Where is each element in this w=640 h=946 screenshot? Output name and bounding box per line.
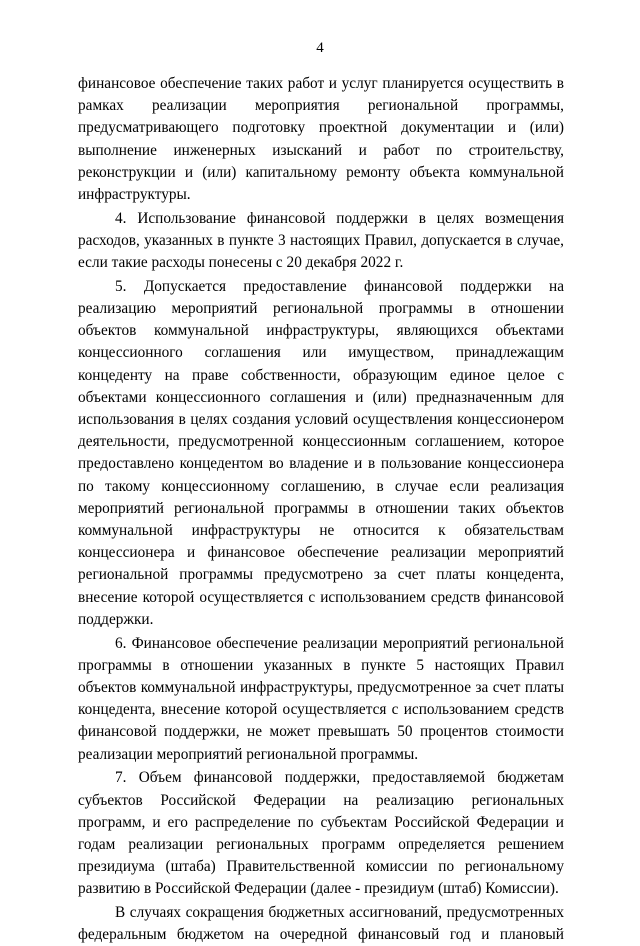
page-number: 4 bbox=[316, 40, 324, 56]
paragraph-item-5: 5. Допускается предоставление финансовой поддержки на реализацию мероприятий региональной программы в отношении объектов коммунальной инфраструктуры, являющихся объектами концессионного соглашения или имуществом, принадлежащим концеденту на праве собственности, образующим единое целое с объектами концессионного соглашения и (или) предназначенным для использования в целях создания условий осуществления концессионером деятельности, предусмотренной концессионным соглашением, которое предоставлено концедентом во владение и в пользование концессионера по такому концессионному соглашению, в случае если реализация мероприятий региональной программы в отношении таких объектов коммунальной инфраструктуры не относится к обязательствам концессионера и финансовое обеспечение реализации мероприятий региональной программы предусмотрено за счет платы концедента, внесение которой осуществляется с использованием средств финансовой поддержки. bbox=[78, 277, 564, 628]
paragraph-item-7: 7. Объем финансовой поддержки, предоставляемой бюджетам субъектов Российской Федерации на реализацию региональных программ, и его распределение по субъектам Российской Федерации и годам реализации региональных программ определяется решением президиума (штаба) Правительственной комиссии по региональному развитию в Российской Федерации (далее - президиум (штаб) Комиссии). bbox=[78, 769, 564, 898]
document-body bbox=[78, 73, 564, 946]
paragraph-item-4: 4. Использование финансовой поддержки в целях возмещения расходов, указанных в пункте 3 настоящих Правил, допускается в случае, если такие расходы понесены с 20 декабря 2022 г. bbox=[78, 209, 564, 272]
paragraph-item-6: 6. Финансовое обеспечение реализации мероприятий региональной программы в отношении указанных в пункте 5 настоящих Правил объектов коммунальной инфраструктуры, предусмотренное за счет платы концедента, внесение которой осуществляется с использованием средств финансовой поддержки, не может превышать 50 процентов стоимости реализации мероприятий региональной программы. bbox=[78, 634, 564, 763]
paragraph-continuation: финансовое обеспечение таких работ и услуг планируется осуществить в рамках реализации мероприятия региональной программы, предусматривающего подготовку проектной документации и (или) выполнение инженерных изысканий и работ по строительству, реконструкции и (или) капитальному ремонту объекта коммунальной инфраструктуры. bbox=[78, 75, 564, 204]
paragraph-budget-reduction: В случаях сокращения бюджетных ассигнований, предусмотренных федеральным бюджетом на очередной финансовый год и плановый bbox=[78, 904, 564, 944]
